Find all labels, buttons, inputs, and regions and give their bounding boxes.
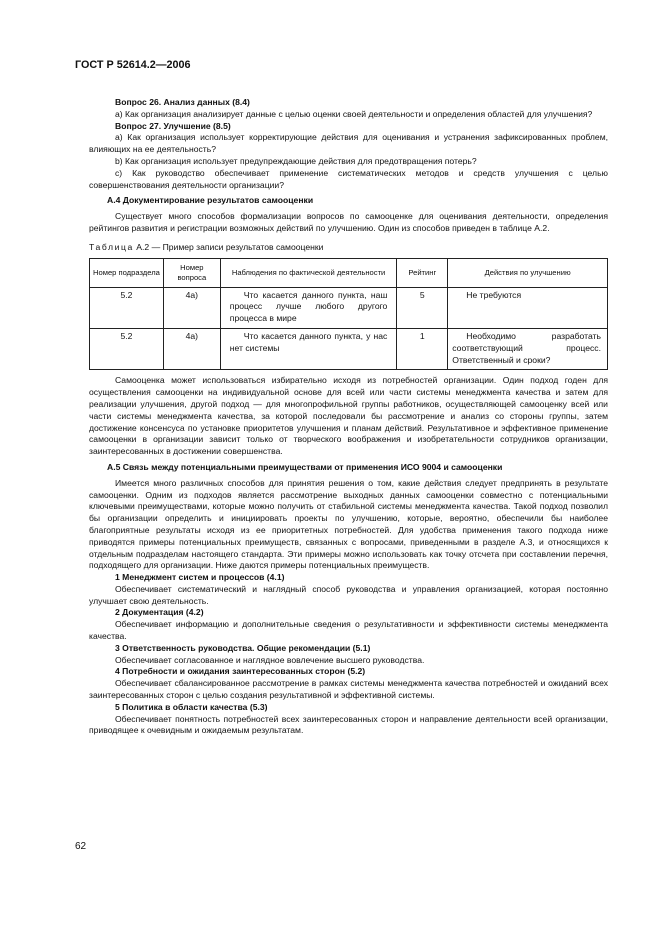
table-caption-text: А.2 — Пример записи результатов самооценки [136, 241, 324, 252]
question-26-title: Вопрос 26. Анализ данных (8.4) [115, 97, 250, 107]
benefit-3-text: Обеспечивает согласованное и наглядное вовлечение высшего руководства. [115, 654, 425, 665]
benefit-1-title: 1 Менеджмент систем и процессов (4.1) [115, 572, 285, 583]
benefit-5-text: Обеспечивает понятность потребностей всех заинтересованных сторон и направление деятельности всей организации, приводящее к очевидным и ожидаемым результатам. [89, 713, 608, 736]
benefit-1-text: Обеспечивает систематический и наглядный способ руководства и управления организацией, которая постоянно улучшает свою деятельность. [89, 583, 608, 606]
table-row [90, 328, 608, 369]
cell-question: 4а) [163, 328, 220, 369]
page-number: 62 [75, 841, 87, 852]
table-header-row [90, 258, 608, 287]
cell-action: Не требуются [448, 287, 608, 328]
table-row [90, 287, 608, 328]
question-27-title: Вопрос 27. Улучшение (8.5) [115, 120, 231, 131]
cell-subsection: 5.2 [90, 328, 164, 369]
benefit-4-text: Обеспечивает сбалансированное рассмотрение в рамках системы менеджмента качества потребностей и ожиданий всех заинтересованных сторон с целью создания результативной и эффективной системы. [89, 678, 608, 701]
table-caption-label: Таблица [89, 241, 134, 252]
table-caption [89, 242, 608, 254]
section-a4-paragraph: Существует много способов формализации вопросов по самооценке для оценивания деятельности, определения рейтингов развития и регистрации возможных действий по улучшению. Один из способов приведен в таблице А.2. [89, 211, 608, 233]
page-content [89, 97, 608, 737]
question-26-item-a: а) Как организация анализирует данные с целью оценки своей деятельности и определения областей для улучшения? [115, 108, 593, 119]
header-rating: Рейтинг [397, 258, 448, 287]
header-improvement-actions: Действия по улучшению [448, 258, 608, 287]
benefit-4-title: 4 Потребности и ожидания заинтересованных сторон (5.2) [115, 666, 366, 677]
question-27-item-a: а) Как организация использует корректирующие действия для оценивания и устранения зафиксированных проблем, влияющих на ее деятельность? [89, 132, 608, 155]
cell-question: 4а) [163, 287, 220, 328]
cell-rating: 1 [397, 328, 448, 369]
cell-observation: Что касается данного пункта, наш процесс лучше любого другого процесса в мире [220, 287, 397, 328]
cell-action: Необходимо разработать соответствующий процесс. Ответственный и сроки? [448, 328, 608, 369]
question-27-item-b: b) Как организация использует предупреждающие действия для предотвращения потерь? [115, 155, 477, 166]
self-assessment-table [89, 258, 608, 371]
document-header: ГОСТ Р 52614.2—2006 [75, 59, 191, 71]
cell-observation: Что касается данного пункта, у нас нет системы [220, 328, 397, 369]
section-a4-title: А.4 Документирование результатов самооценки [107, 195, 314, 206]
header-question-number: Номер вопроса [163, 258, 220, 287]
section-a5-paragraph: Имеется много различных способов для принятия решения о том, какие действия следует предпринять в результате самооценки. Одним из подходов является рассмотрение выходных данных самооценки совместно с потенциальными ключевыми преимуществами, которые можно получить от стабильной системы менеджмента качества. Такой подход позволил бы организации определить и инициировать проекты по улучшению, которые, вероятно, обеспечили бы наиболее благоприятные результаты исходя из ее приоритетных потребностей. Для удобства применения такого подхода ниже приводятся примеры потенциальных преимуществ, связанных с вопросами, приведенными в разделе А.3, и относящихся к отдельным подразделам настоящего стандарта. Эти примеры можно использовать как точку отсчета при составлении перечня, подходящего для организации. Ниже даются примеры потенциальных преимуществ. [89, 477, 608, 571]
benefit-2-text: Обеспечивает информацию и дополнительные сведения о результативности и эффективности системы менеджмента качества. [89, 619, 608, 642]
section-a5-title: А.5 Связь между потенциальными преимуществами от применения ИСО 9004 и самооценки [107, 461, 503, 472]
benefit-2-title: 2 Документация (4.2) [115, 607, 204, 618]
cell-subsection: 5.2 [90, 287, 164, 328]
header-subsection-number: Номер подраздела [90, 258, 164, 287]
benefit-3-title: 3 Ответственность руководства. Общие рекомендации (5.1) [115, 642, 371, 653]
header-observations: Наблюдения по фактической деятельности [220, 258, 397, 287]
cell-rating: 5 [397, 287, 448, 328]
benefit-5-title: 5 Политика в области качества (5.3) [115, 701, 268, 712]
paragraph-after-table: Самооценка может использоваться избирательно исходя из потребностей организации. Один подход годен для осуществления самооценки на индивидуальной основе для всей или части системы менеджмента качества и затем для реализации улучшения, другой подход — для многопрофильной группы работников, осуществляющей самооценку всей или части системы менеджмента качества, за которой последовали бы рассмотрение и анализ со стороны группы, затем достижение консенсуса по установке приоритетов улучшения и планам действий. Результативное и эффективное применение самооценки в организации зависит только от творческого воображения и изобретательности сотрудников организации, заинтересованных в достижении совершенства. [89, 375, 608, 457]
question-27-item-c: с) Как руководство обеспечивает применение систематических методов и средств улучшения с целью совершенствования деятельности организации? [89, 167, 608, 190]
